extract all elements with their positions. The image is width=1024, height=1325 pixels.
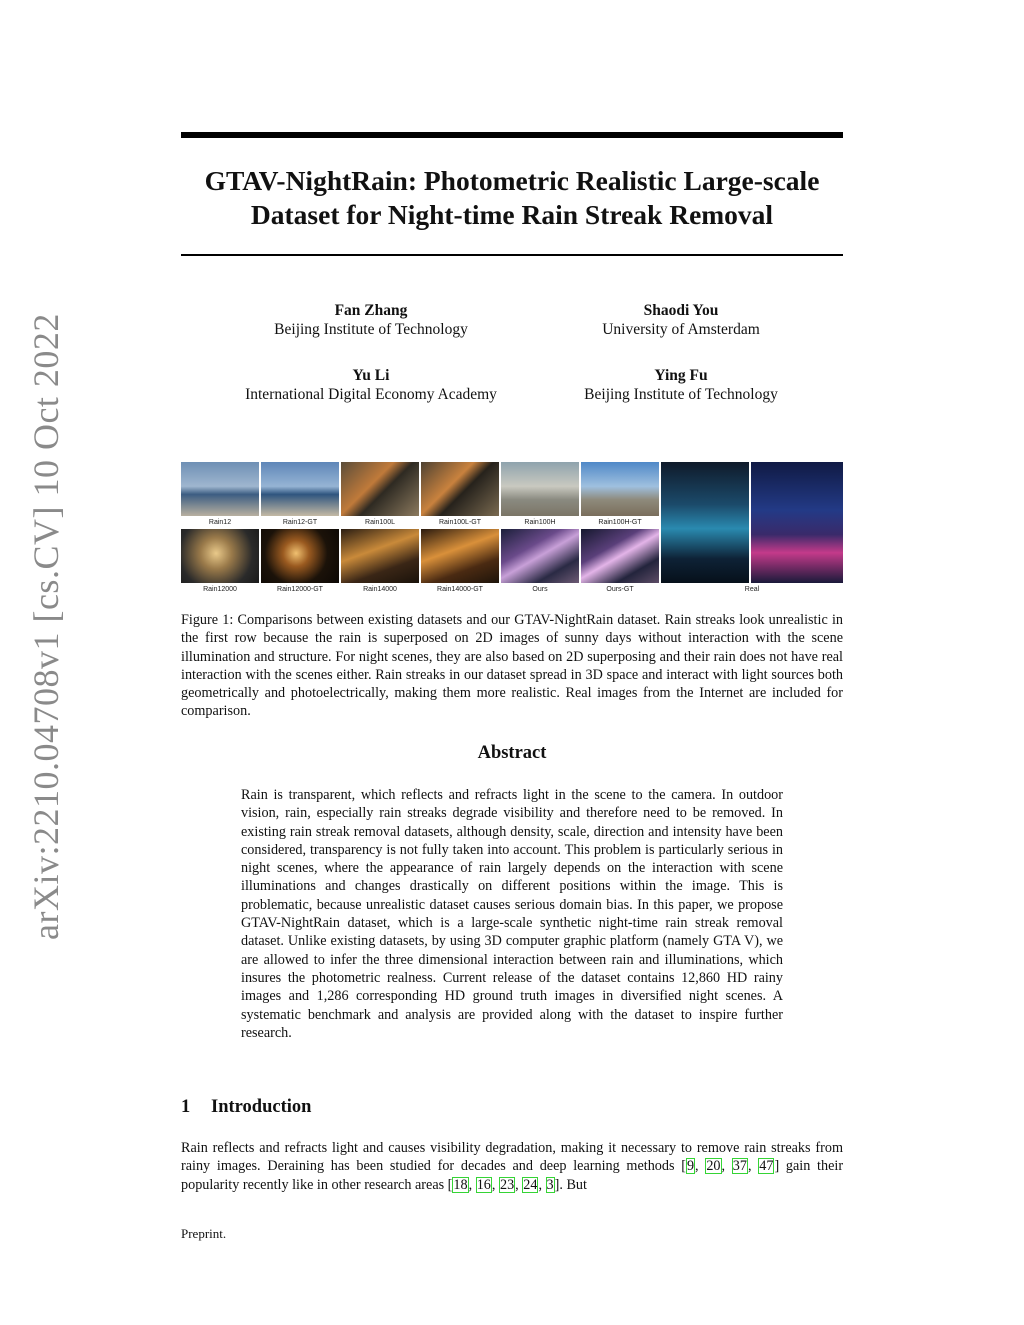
image-ours-gt (581, 529, 659, 583)
citation-link[interactable]: 24 (523, 1176, 538, 1193)
author-affiliation: Beijing Institute of Technology (584, 386, 778, 403)
figure-1 (181, 462, 843, 596)
author-block-4 (531, 366, 831, 404)
citation-link[interactable]: 16 (476, 1176, 491, 1193)
label-rain100l: Rain100L (365, 519, 395, 526)
footer-preprint: Preprint. (181, 1226, 227, 1241)
title-line-1: GTAV-NightRain: Photometric Realistic Large-scale (204, 165, 820, 196)
intro-text-1: Rain reflects and refracts light and causes visibility degradation, making it necessary to remove rain streaks from rainy images. Deraining has been studied for decades and deep learning methods [ (181, 1140, 843, 1175)
citation-link[interactable]: 20 (706, 1158, 721, 1175)
author-name: Shaodi You (643, 302, 719, 319)
image-rain14000 (341, 529, 419, 583)
figure-1-caption: Figure 1: Comparisons between existing datasets and our GTAV-NightRain dataset. Rain streaks look unrealistic in the first row because the rain is superposed on 2D images of sunny days without interaction with the scene illumination and structure. For night scenes, they are also based on 2D superposing and their rain does not have real interaction with the scenes either. Rain streaks in our dataset spread in 3D space and interact with light sources both geometrically and photoelectrically, making them more realistic. Real images from the Internet are included for comparison. (181, 612, 843, 720)
section-title: Introduction (211, 1097, 312, 1117)
title-top-rule (181, 132, 843, 138)
citation-link[interactable]: 9 (686, 1158, 695, 1175)
author-name: Yu Li (352, 367, 390, 384)
section-heading-introduction (181, 1096, 311, 1118)
author-affiliation: University of Amsterdam (602, 321, 760, 338)
author-block-1 (221, 301, 521, 339)
intro-text-2: ] gain their popularity recently like in other research areas [ (181, 1158, 844, 1193)
title-line-2: Dataset for Night-time Rain Streak Removal (250, 199, 774, 230)
abstract-text: Rain is transparent, which reflects and refracts light in the scene to the camera. In outdoor vision, rain, especially rain streaks degrade visibility and therefore need to be removed. In existing rain streak removal datasets, although density, scale, direction and intensity have been considered, transparency is not fully taken into account. This problem is particularly serious in night scenes, where the appearance of rain largely depends on the interaction with scene illuminations and changes drastically on different positions within the image. This is problematic, because unrealistic dataset causes serious domain bias. In this paper, we propose GTAV-NightRain dataset, which is a large-scale synthetic night-time rain streak removal dataset. Unlike existing datasets, by using 3D computer graphic platform (namely GTA V), we are allowed to infer the three dimensional interaction between rain and illuminations, which insures the photometric realness. Current release of the dataset contains 12,860 HD rainy images and 1,286 corresponding HD ground truth images in diversified night scenes. A systematic benchmark and analysis are provided along with the dataset to inspire further research. (241, 787, 783, 1041)
image-rain100h (501, 462, 579, 516)
title-bottom-rule (181, 254, 843, 256)
label-ours: Ours (532, 586, 548, 593)
introduction-paragraph: Rain reflects and refracts light and causes visibility degradation, making it necessary to remove rain streaks from rainy images. Deraining has been studied for decades and deep learning methods [9, 20, 37, 47] gain their popularity recently like in other research areas [18, 16, 23, 24, 3]. But (181, 1140, 844, 1193)
abstract-heading: Abstract (477, 743, 547, 763)
citation-link[interactable]: 18 (453, 1176, 468, 1193)
author-affiliation: Beijing Institute of Technology (274, 321, 468, 338)
label-rain12000: Rain12000 (203, 586, 237, 593)
intro-text-3: ]. But (554, 1176, 587, 1193)
label-real: Real (744, 586, 760, 593)
label-rain12000-gt: Rain12000-GT (277, 586, 323, 593)
label-rain12-gt: Rain12-GT (282, 519, 318, 526)
image-rain100h-gt (581, 462, 659, 516)
image-real-2 (751, 462, 843, 583)
citation-link[interactable]: 47 (759, 1158, 774, 1175)
label-ours-gt: Ours-GT (606, 586, 634, 593)
image-ours (501, 529, 579, 583)
arxiv-stamp: arXiv:2210.04708v1 [cs.CV] 10 Oct 2022 (26, 313, 66, 940)
label-rain12: Rain12 (208, 519, 232, 526)
image-rain14000-gt (421, 529, 499, 583)
label-rain100h: Rain100H (524, 519, 556, 526)
label-rain100h-gt: Rain100H-GT (598, 519, 642, 526)
section-number: 1 (181, 1097, 191, 1117)
image-real-1 (661, 462, 749, 583)
paper-title (181, 164, 843, 232)
author-name: Ying Fu (654, 367, 708, 384)
image-rain12-gt (261, 462, 339, 516)
image-rain100l-gt (421, 462, 499, 516)
citation-link[interactable]: 23 (499, 1176, 515, 1193)
author-block-2 (531, 301, 831, 339)
label-rain14000: Rain14000 (363, 586, 397, 593)
author-name: Fan Zhang (334, 302, 408, 319)
image-rain12000-gt (261, 529, 339, 583)
author-block-3 (221, 366, 521, 404)
citation-link[interactable]: 37 (732, 1158, 747, 1175)
citation-link[interactable]: 3 (546, 1176, 554, 1193)
image-rain12 (181, 462, 259, 516)
author-affiliation: International Digital Economy Academy (245, 386, 497, 403)
image-rain12000 (181, 529, 259, 583)
image-rain100l (341, 462, 419, 516)
label-rain14000-gt: Rain14000-GT (437, 586, 483, 593)
label-rain100l-gt: Rain100L-GT (438, 519, 482, 526)
